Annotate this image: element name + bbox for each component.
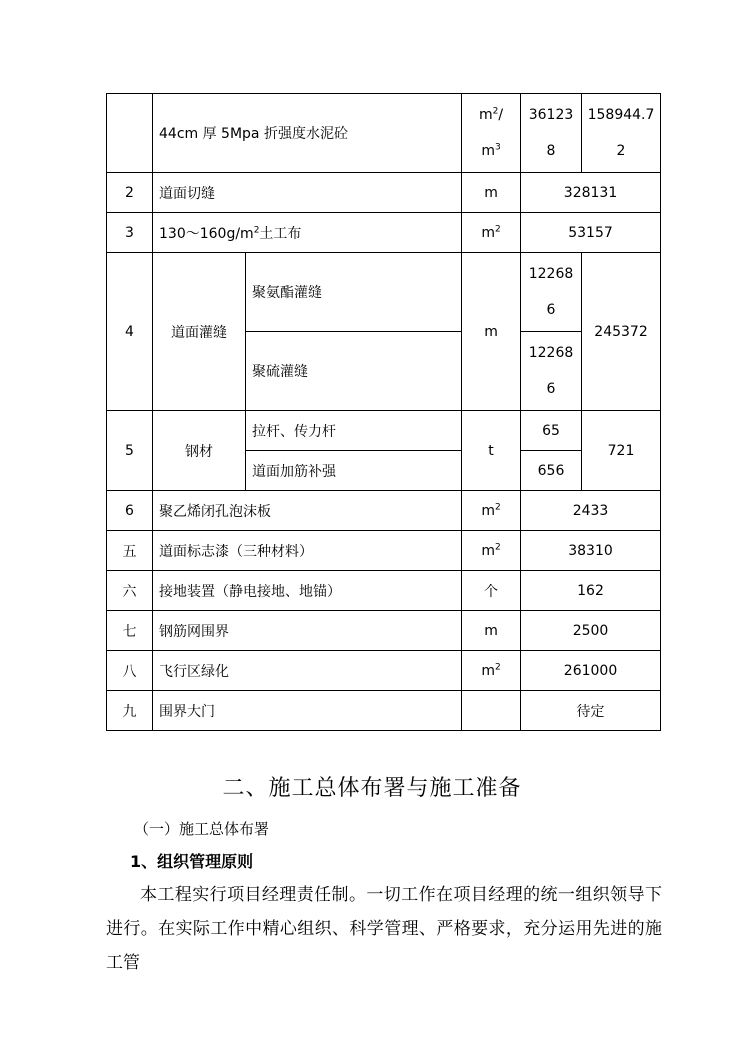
quantity-cell: 12268 6 xyxy=(521,332,582,411)
quantity-cell: 162 xyxy=(521,571,661,611)
unit-cell: $m^2$ xyxy=(462,491,521,531)
item-cell: 聚乙烯闭孔泡沫板 xyxy=(153,491,462,531)
quantity-cell: 328131 xyxy=(521,173,661,213)
total-cell: 245372 xyxy=(582,253,661,411)
row-number-cell: 八 xyxy=(107,651,153,691)
table-row xyxy=(107,571,661,611)
item-cell: $130\sim 160g/m^2$土工布 xyxy=(153,213,462,253)
subheading: 1、组织管理原则 xyxy=(130,852,254,871)
unit-cell: m xyxy=(462,173,521,213)
body-paragraph: 本工程实行项目经理责任制。一切工作在项目经理的统一组织领导下进行。在实际工作中精心组织、科学管理、严格要求，充分运用先进的施工管 xyxy=(106,885,662,973)
quantity-cell: 36123 8 xyxy=(521,94,582,173)
table-row xyxy=(107,253,661,332)
unit-cell: $m^2/$ $m^3$ xyxy=(462,94,521,173)
quantity-cell: 158944.7 2 xyxy=(582,94,661,173)
unit-cell: 个 xyxy=(462,571,521,611)
unit-cell: m xyxy=(462,611,521,651)
item-cell: 道面灌缝 xyxy=(153,253,246,411)
unit-cell: t xyxy=(462,411,521,491)
unit-cell: $m^2$ xyxy=(462,213,521,253)
sub-item-cell: 聚氨酯灌缝 xyxy=(246,253,462,332)
row-number-cell: 2 xyxy=(107,173,153,213)
quantity-cell: 待定 xyxy=(521,691,661,731)
row-number-cell xyxy=(107,94,153,173)
item-cell: 44cm 厚 5Mpa 折强度水泥砼 xyxy=(153,94,462,173)
table-row xyxy=(107,94,661,173)
sub-item-cell: 拉杆、传力杆 xyxy=(246,411,462,451)
row-number-cell: 4 xyxy=(107,253,153,411)
quantity-cell: 65 xyxy=(521,411,582,451)
table-row xyxy=(107,691,661,731)
quantity-cell: 2500 xyxy=(521,611,661,651)
row-number-cell: 五 xyxy=(107,531,153,571)
subsection-title: （一）施工总体布署 xyxy=(134,820,270,838)
item-cell: 钢筋网围界 xyxy=(153,611,462,651)
table-row xyxy=(107,173,661,213)
row-number-cell: 七 xyxy=(107,611,153,651)
table-row xyxy=(107,491,661,531)
item-cell: 接地装置（静电接地、地锚） xyxy=(153,571,462,611)
quantity-cell: 38310 xyxy=(521,531,661,571)
total-cell: 721 xyxy=(582,411,661,491)
table-row xyxy=(107,411,661,451)
item-cell: 飞行区绿化 xyxy=(153,651,462,691)
unit-cell: m xyxy=(462,253,521,411)
table-row xyxy=(107,213,661,253)
table-row xyxy=(107,611,661,651)
quantity-cell: 12268 6 xyxy=(521,253,582,332)
quantity-cell: 53157 xyxy=(521,213,661,253)
unit-cell: $m^2$ xyxy=(462,651,521,691)
item-cell: 道面切缝 xyxy=(153,173,462,213)
unit-cell xyxy=(462,691,521,731)
row-number-cell: 九 xyxy=(107,691,153,731)
item-cell: 道面标志漆（三种材料） xyxy=(153,531,462,571)
item-cell: 钢材 xyxy=(153,411,246,491)
table-row xyxy=(107,651,661,691)
unit-cell: $m^2$ xyxy=(462,531,521,571)
row-number-cell: 5 xyxy=(107,411,153,491)
sub-item-cell: 道面加筋补强 xyxy=(246,451,462,491)
quantity-cell: 261000 xyxy=(521,651,661,691)
table-row xyxy=(107,531,661,571)
quantity-table xyxy=(106,93,661,731)
row-number-cell: 六 xyxy=(107,571,153,611)
quantity-cell: 656 xyxy=(521,451,582,491)
sub-item-cell: 聚硫灌缝 xyxy=(246,332,462,411)
row-number-cell: 6 xyxy=(107,491,153,531)
item-cell: 围界大门 xyxy=(153,691,462,731)
row-number-cell: 3 xyxy=(107,213,153,253)
section-heading: 二、施工总体布署与施工准备 xyxy=(222,776,522,801)
quantity-cell: 2433 xyxy=(521,491,661,531)
